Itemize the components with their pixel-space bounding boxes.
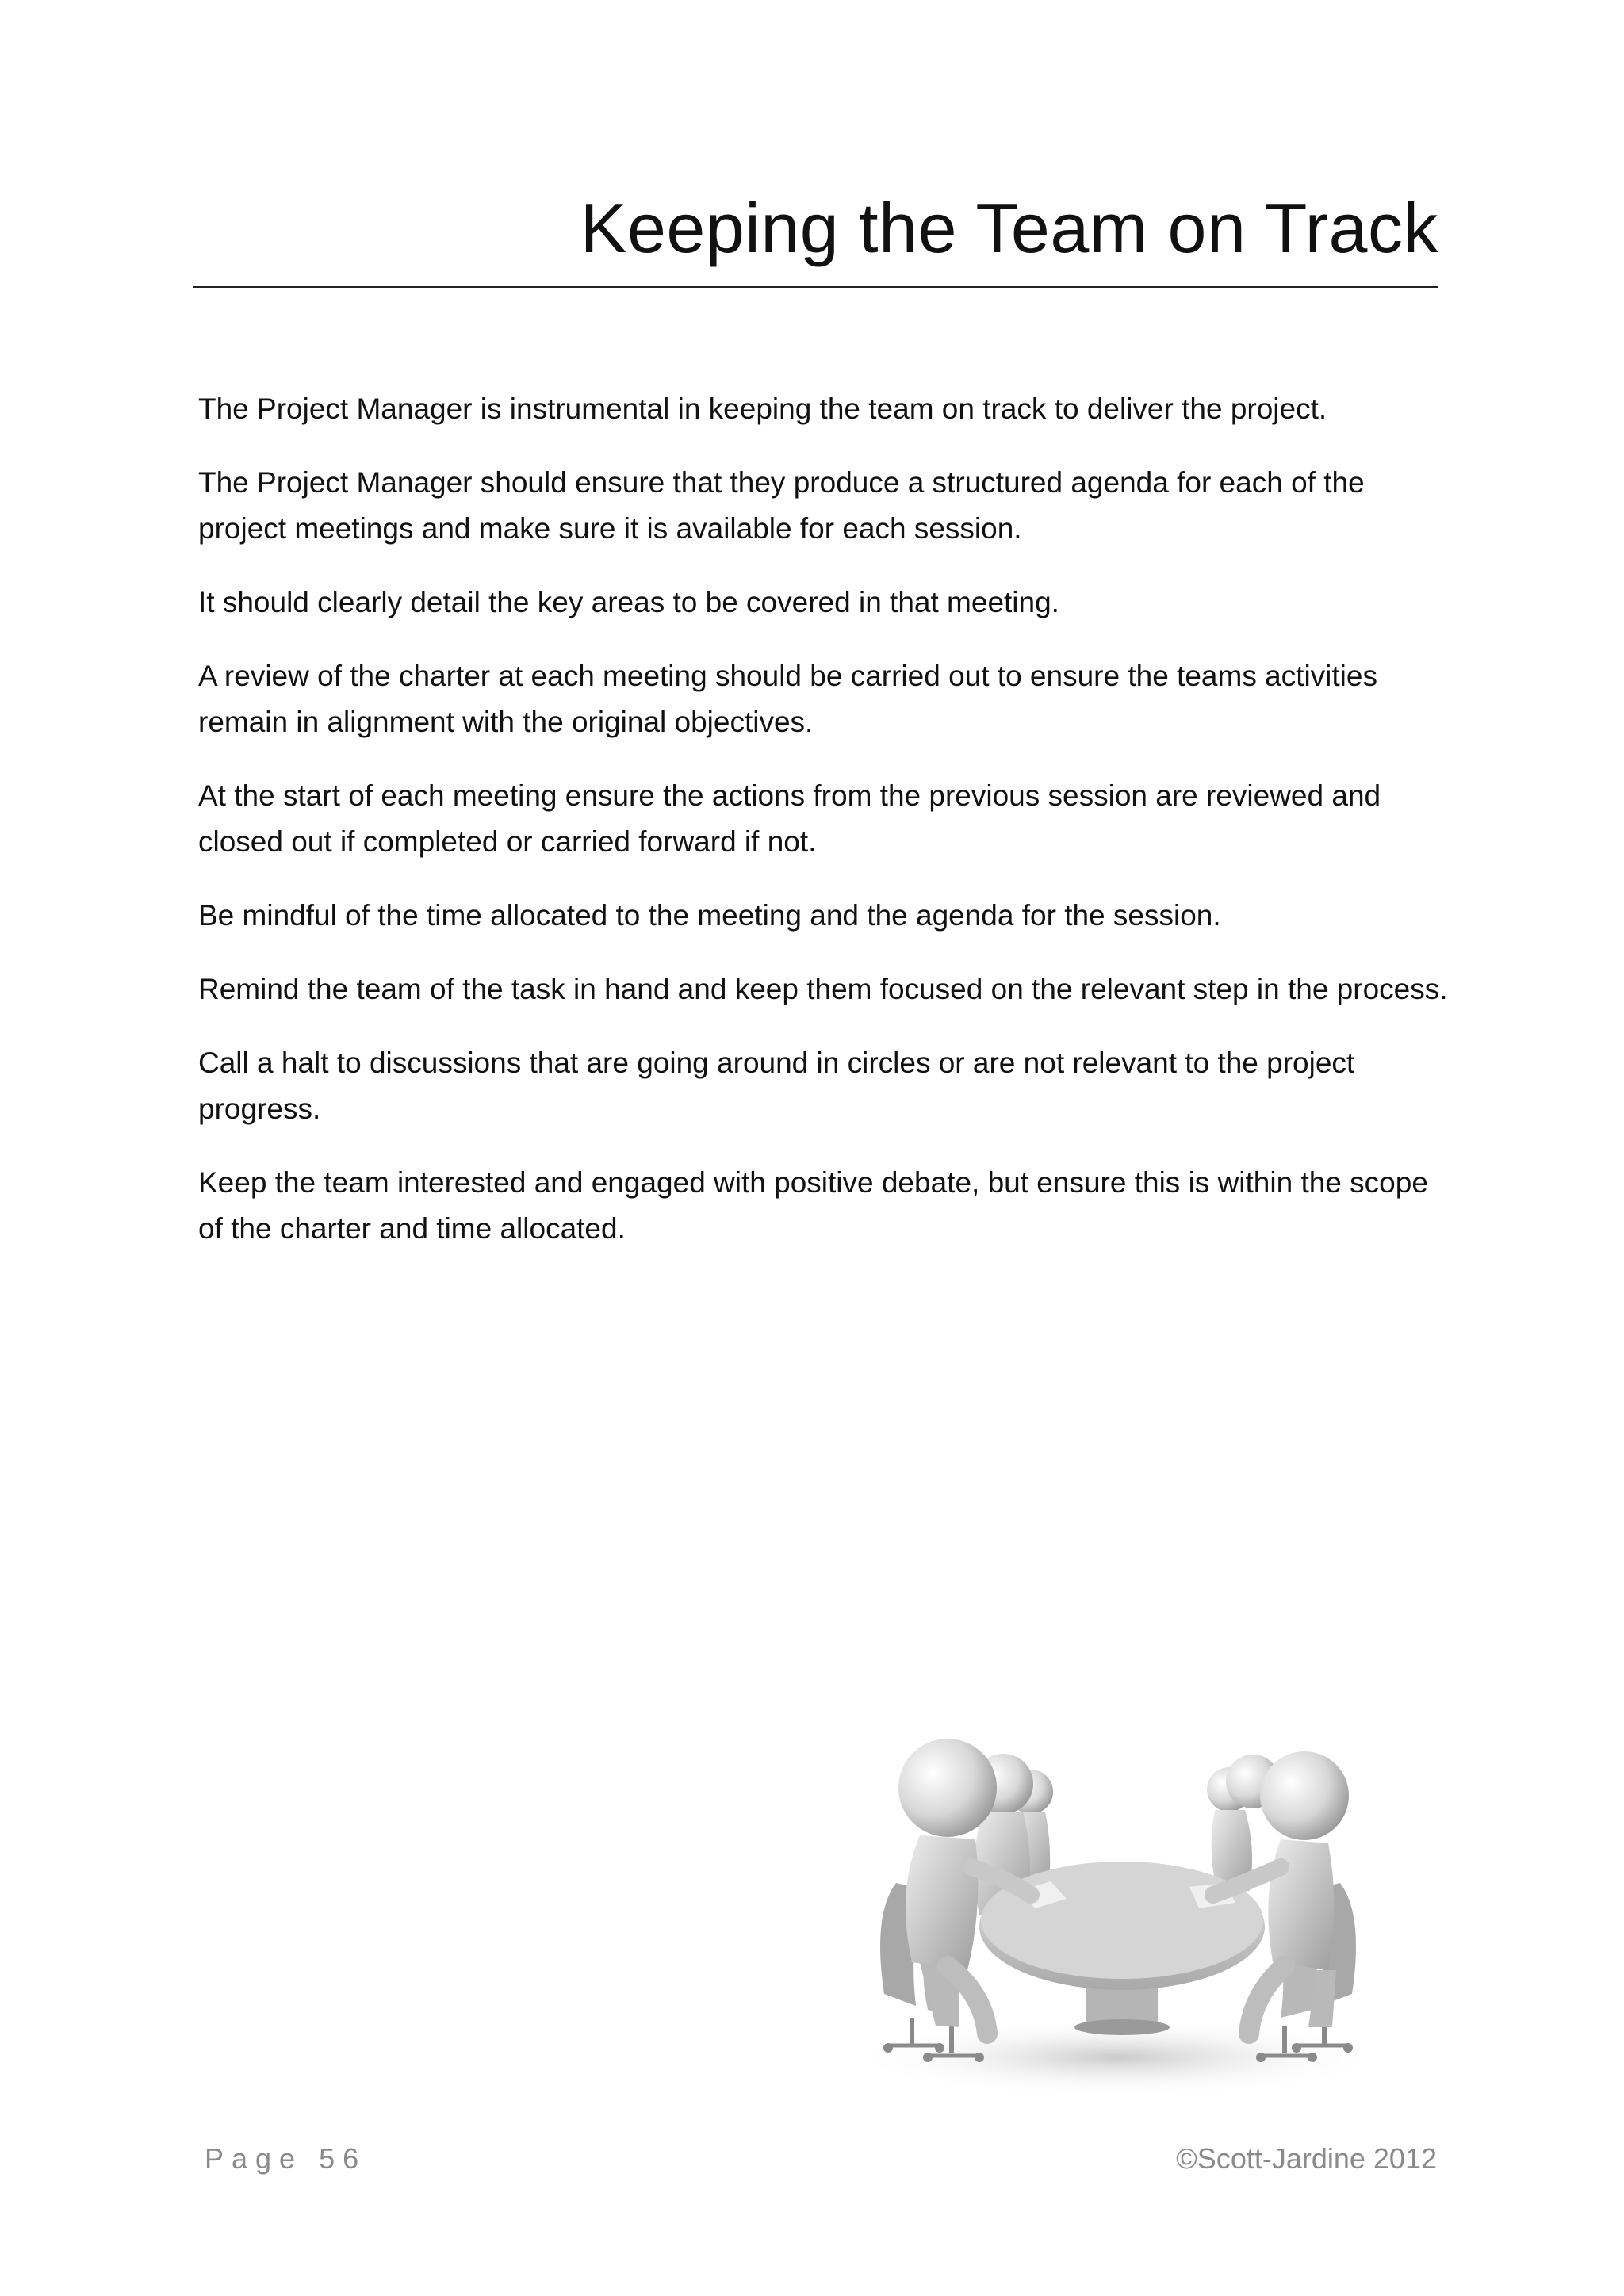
title-underline [193, 286, 1438, 288]
paragraph: A review of the charter at each meeting should be carried out to ensure the teams activities remain in alignment with the original objectives. [198, 660, 1377, 738]
paragraph: At the start of each meeting ensure the actions from the previous session are reviewed and closed out if completed or carried forward if not. [198, 779, 1381, 858]
paragraph: The Project Manager is instrumental in keeping the team on track to deliver the project. [198, 392, 1327, 425]
team-meeting-table-illustration [841, 1732, 1396, 2097]
paragraph: Be mindful of the time allocated to the meeting and the agenda for the session. [198, 899, 1221, 932]
paragraph: The Project Manager should ensure that they produce a structured agenda for each of the project meetings and make sure it is available for each session. [198, 466, 1365, 545]
paragraph: Keep the team interested and engaged with positive debate, but ensure this is within the scope of the charter and time allocated. [198, 1166, 1428, 1245]
body-text [198, 386, 1451, 1280]
paragraph: Call a halt to discussions that are going around in circles or are not relevant to the project progress. [198, 1047, 1355, 1125]
paragraph: Remind the team of the task in hand and keep them focused on the relevant step in the process. [198, 973, 1448, 1005]
page-title: Keeping the Team on Track [580, 189, 1438, 267]
paragraph: It should clearly detail the key areas to be covered in that meeting. [198, 586, 1059, 618]
page-number: Page 56 [205, 2142, 367, 2175]
copyright-notice: ©Scott-Jardine 2012 [1176, 2142, 1437, 2175]
